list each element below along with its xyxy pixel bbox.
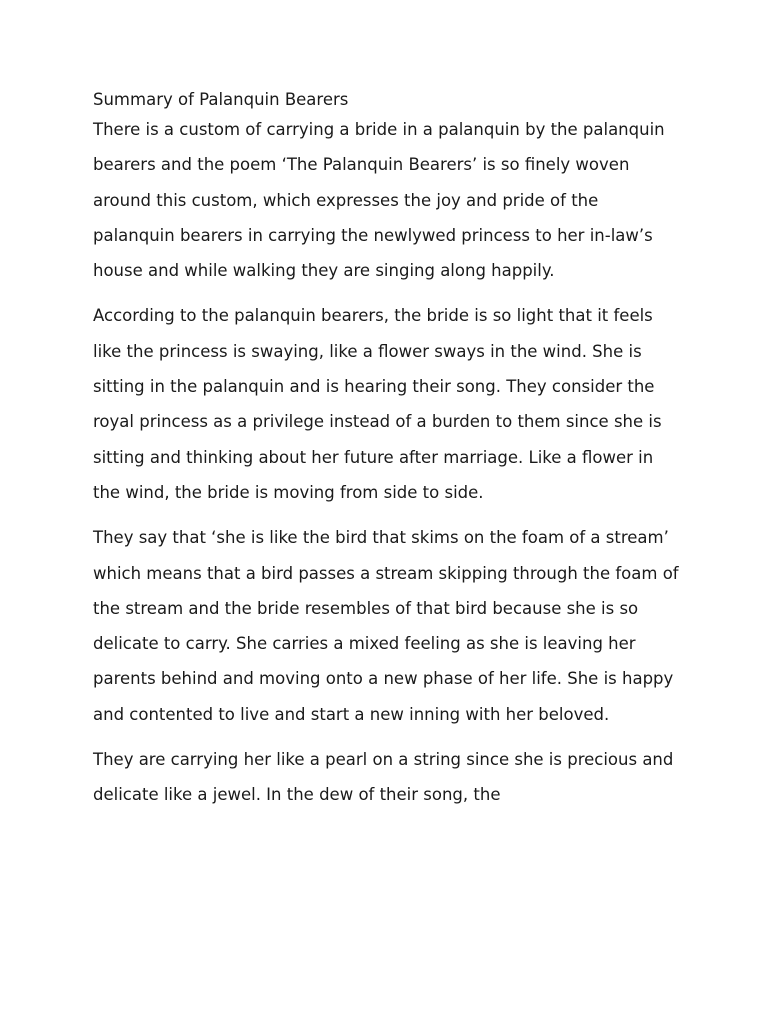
paragraph: They are carrying her like a pearl on a string since she is precious and delicate like a jewel. In the dew of their song, the [93, 750, 674, 805]
document-body [93, 88, 683, 813]
document-title: Summary of Palanquin Bearers [93, 90, 349, 109]
paragraph: There is a custom of carrying a bride in a palanquin by the palanquin bearers and the poem ‘The Palanquin Bearers’ is so finely woven around this custom, which expresses the joy and pride of the palanquin bearers in carrying the newlywed princess to her in-law’s house and while walking they are singing along happily. [93, 120, 665, 281]
paragraph: They say that ‘she is like the bird that skims on the foam of a stream’ which means that a bird passes a stream skipping through the foam of the stream and the bride resembles of that bird because she is so delicate to carry. She carries a mixed feeling as she is leaving her parents behind and moving onto a new phase of her life. She is happy and contented to live and start a new inning with her beloved. [93, 528, 679, 724]
paragraph: According to the palanquin bearers, the bride is so light that it feels like the princess is swaying, like a flower sways in the wind. She is sitting in the palanquin and is hearing their song. They consider the royal princess as a privilege instead of a burden to them since she is sitting and thinking about her future after marriage. Like a flower in the wind, the bride is moving from side to side. [93, 306, 662, 502]
